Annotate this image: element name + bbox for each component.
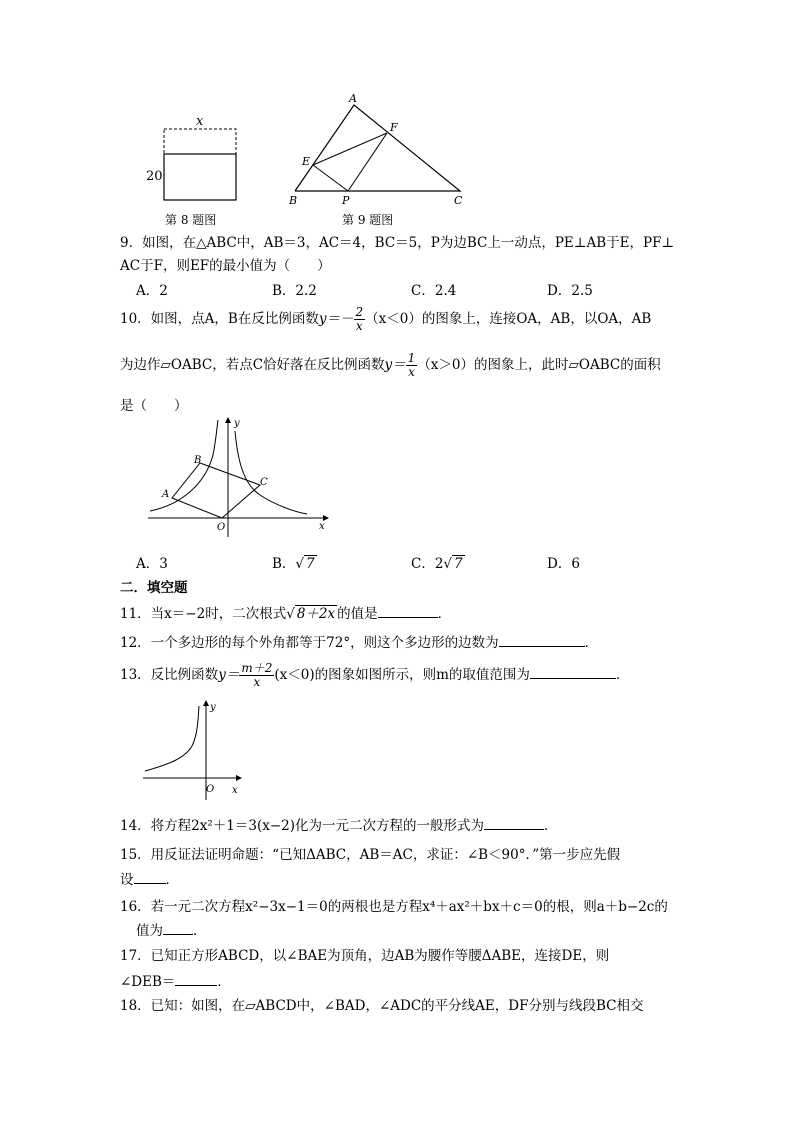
q10-line3: 是（ ）: [120, 398, 188, 414]
q12-pre: 12．一个多边形的每个外角都等于72°，则这个多边形的边数为: [120, 635, 499, 651]
fig10-parallelogram: [172, 463, 260, 518]
q10-l1a: 10．如图，点A，B在反比例函数: [120, 311, 319, 327]
fig10-label-C: C: [260, 477, 268, 488]
q12-answer-blank[interactable]: [499, 632, 585, 647]
q17-answer-blank[interactable]: [175, 971, 217, 986]
q10-l2a: 为边作▱OABC，若点C恰好落在反比例函数: [120, 357, 385, 373]
q11-pre: 11．当x＝−2时，二次根式: [120, 606, 287, 622]
q10-option-b-rad: 7: [306, 556, 315, 572]
figure-8: [140, 112, 250, 222]
fig13-x-arrow: [236, 775, 242, 781]
q14: [120, 815, 558, 836]
q10-option-b-prefix: B．: [272, 556, 296, 572]
fig10-label-x: x: [319, 521, 325, 532]
q10-l1b: （x＜0）的图象上，连接OA，AB，以OA，AB: [365, 311, 652, 327]
q11-answer-blank[interactable]: [378, 603, 438, 618]
q13-func: y＝: [218, 667, 240, 683]
fig9-label-B: B: [289, 194, 298, 207]
q15-answer-blank[interactable]: [134, 869, 166, 884]
q13: [120, 662, 629, 689]
q10-option-c: [411, 552, 465, 572]
q17-line2-pre: ∠DEB＝: [120, 974, 176, 990]
q13-frac: [239, 662, 274, 689]
q15-line2-pre: 设: [120, 872, 134, 888]
figure-13: [140, 698, 250, 803]
fig13-label-y: y: [210, 702, 216, 713]
q10-l2b: （x＞0）的图象上，此时▱OABC的面积: [417, 357, 661, 373]
fig8-label-20: 20: [146, 169, 163, 184]
fig9-label-P: P: [342, 194, 350, 207]
q11: [120, 603, 451, 624]
q14-pre: 14．将方程2x²＋1＝3(x−2)化为一元二次方程的一般形式为: [120, 818, 485, 834]
q11-end: ．: [437, 606, 452, 622]
q14-end: ．: [544, 818, 558, 834]
q13-mid: (x＜0)的图象如图所示，则m的取值范围为: [274, 667, 530, 683]
q10-option-d: D．6: [547, 556, 580, 572]
fig13-y-arrow: [203, 700, 209, 706]
section-heading: 二．填空题: [120, 580, 188, 596]
fig10-curve-right: [235, 431, 307, 514]
q13-answer-blank[interactable]: [530, 664, 616, 679]
figure-10: [145, 415, 335, 540]
q10-option-c-prefix: C．2: [411, 556, 444, 572]
q10-l1-frac: [354, 306, 366, 333]
fig10-label-O: O: [217, 522, 226, 533]
q9-option-a: A．2: [136, 283, 168, 299]
q15-end: ．: [165, 872, 179, 888]
q11-rad: 8＋2x: [296, 606, 336, 622]
q9-line2: AC于F，则EF的最小值为（ ）: [120, 258, 331, 274]
q10-line1: [120, 306, 651, 333]
q10-l2-func: y＝: [384, 357, 406, 373]
q10-option-a: A．3: [136, 556, 168, 572]
q10-l1-num: 2: [355, 305, 364, 319]
q10-l1-func: y＝－: [318, 311, 354, 327]
q17-end: ．: [217, 974, 231, 990]
q10-option-b: [272, 552, 317, 572]
fig10-label-B: B: [194, 455, 202, 466]
fig9-label-A: A: [349, 92, 357, 105]
fig13-label-x: x: [232, 785, 238, 796]
fig13-label-O: O: [206, 784, 215, 795]
fig10-label-y: y: [234, 418, 240, 429]
fig8-dashed-rect: [164, 129, 236, 154]
fig9-caption: 第 9 题图: [342, 213, 394, 227]
fig8-label-x: x: [196, 114, 204, 129]
q9-option-d: D．2.5: [547, 283, 593, 299]
q16-line2-pre: 值为: [136, 923, 163, 939]
q13-num: m＋2: [241, 661, 273, 675]
q16-end: ．: [193, 923, 207, 939]
q12: [120, 632, 598, 653]
fig13-curve: [145, 706, 199, 771]
q10-option-b-sqrt: √: [295, 556, 305, 572]
q9-option-c: C．2.4: [411, 283, 457, 299]
fig9-pe: [313, 165, 348, 191]
fig9-label-C: C: [454, 194, 463, 207]
q16-answer-blank[interactable]: [163, 920, 193, 935]
fig9-label-F: F: [390, 121, 398, 134]
q10-option-c-sqrt: √: [443, 556, 453, 572]
q11-sqrt: √: [286, 606, 295, 622]
fig9-label-E: E: [302, 155, 311, 168]
q10-option-c-rad: 7: [454, 556, 463, 572]
fig10-y-arrow: [225, 417, 231, 423]
q17-line2: [120, 971, 231, 992]
fig8-caption: 第 8 题图: [165, 213, 217, 227]
fig10-label-A: A: [162, 489, 170, 500]
q10-line2: [120, 352, 661, 379]
q10-l1-den: x: [355, 319, 363, 333]
q10-l2-num: 1: [407, 351, 416, 365]
q14-answer-blank[interactable]: [484, 815, 544, 830]
q13-pre: 13．反比例函数: [120, 667, 219, 683]
fig8-solid-rect: [164, 154, 236, 200]
q18-line1: 18．已知：如图，在▱ABCD中，∠BAD，∠ADC的平分线AE，DF分别与线段BC相交: [120, 998, 644, 1014]
q12-end: ．: [584, 635, 599, 651]
q15-line2: [120, 869, 179, 890]
q16-line2: [136, 920, 207, 941]
q11-post: 的值是: [337, 606, 378, 622]
q15-line1: 15．用反证法证明命题：“已知ΔABC，AB＝AC，求证：∠B＜90°．”第一步应先假: [120, 847, 621, 863]
q9-line1: 9．如图，在△ABC中，AB＝3，AC＝4，BC＝5，P为边BC上一动点，PE⊥AB于E，PF⊥: [120, 235, 675, 251]
figure-9: [280, 90, 480, 210]
q13-end: ．: [615, 667, 630, 683]
q9-option-b: B．2.2: [272, 283, 317, 299]
q16-line1: 16．若一元二次方程x²−3x−1＝0的两根也是方程x⁴＋ax²＋bx＋c＝0的根，则a＋b−2c的: [120, 899, 668, 915]
q13-den: x: [253, 675, 261, 689]
q10-l2-den: x: [408, 365, 415, 379]
q17-line1: 17．已知正方形ABCD，以∠BAE为顶角，边AB为腰作等腰ΔABE，连接DE，则: [120, 948, 610, 964]
q10-l2-frac: [406, 352, 418, 379]
